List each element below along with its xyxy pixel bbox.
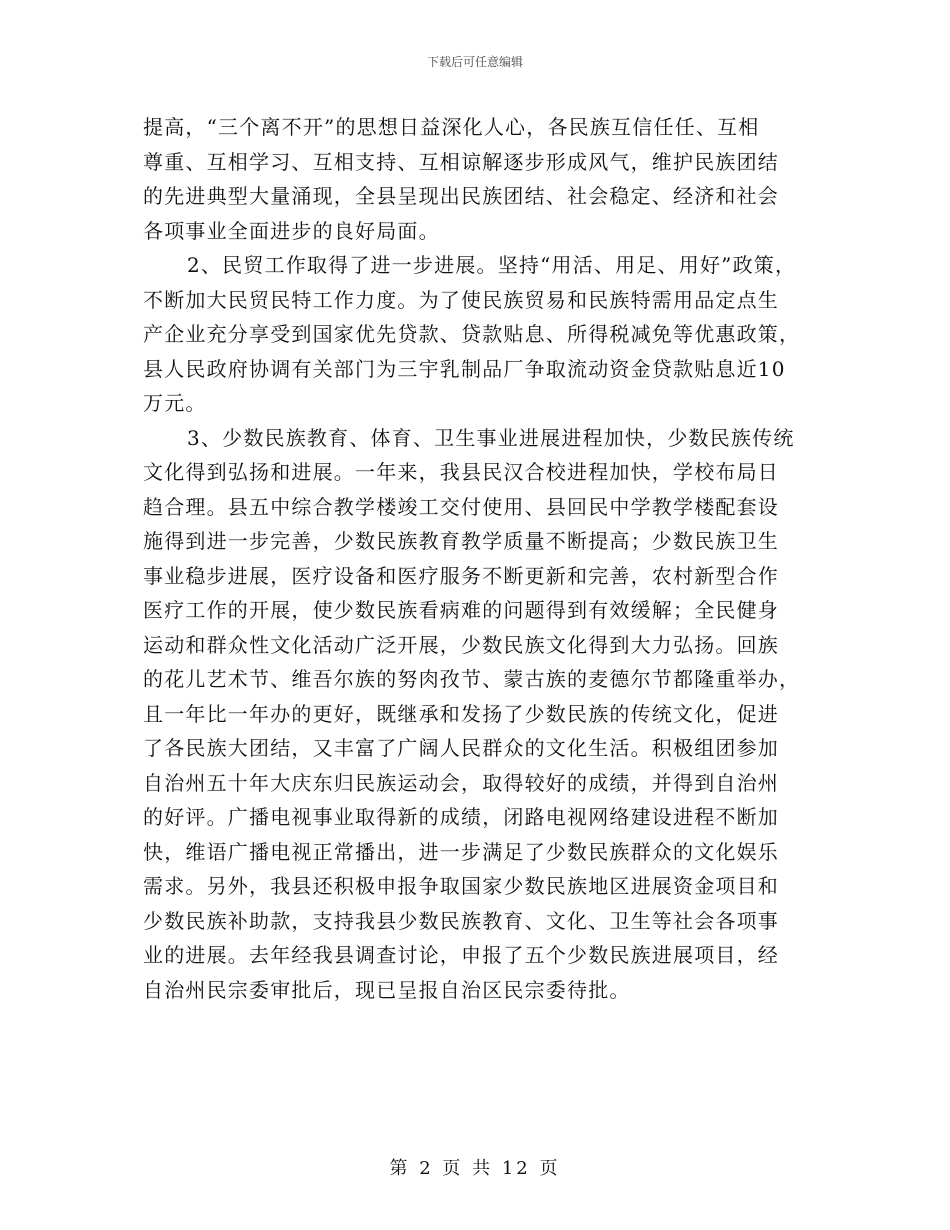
page-number: 第 2 页 共 12 页 bbox=[389, 1158, 561, 1179]
text-line: 施得到进一步完善，少数民族教育教学质量不断提高；少数民族卫生 bbox=[143, 529, 779, 553]
text-line: 医疗工作的开展，使少数民族看病难的问题得到有效缓解；全民健身 bbox=[143, 598, 779, 622]
text-line: 自治州民宗委审批后，现已呈报自治区民宗委待批。 bbox=[143, 977, 631, 1002]
text-line: 少数民族补助款，支持我县少数民族教育、文化、卫生等社会各项事 bbox=[143, 908, 779, 933]
text-line: 趋合理。县五中综合教学楼竣工交付使用、县回民中学教学楼配套设 bbox=[143, 494, 779, 519]
text-line: 且一年比一年办的更好，既继承和发扬了少数民族的传统文化，促进 bbox=[143, 701, 779, 726]
text-line: 了各民族大团结，又丰富了广阔人民群众的文化生活。积极组团参加 bbox=[143, 736, 779, 760]
text-line: 县人民政府协调有关部门为三宇乳制品厂争取流动资金贷款贴息近10 bbox=[143, 356, 786, 381]
text-line: 自治州五十年大庆东归民族运动会，取得较好的成绩，并得到自治州 bbox=[143, 770, 779, 795]
text-line: 快，维语广播电视正常播出，进一步满足了少数民族群众的文化娱乐 bbox=[143, 839, 779, 864]
text-line: 尊重、互相学习、互相支持、互相谅解逐步形成风气，维护民族团结 bbox=[143, 149, 779, 174]
text-line: 3、少数民族教育、体育、卫生事业进展进程加快，少数民族传统 bbox=[187, 425, 795, 450]
text-line: 需求。另外，我县还积极申报争取国家少数民族地区进展资金项目和 bbox=[143, 874, 779, 898]
text-line: 提高，“三个离不开”的思想日益深化人心，各民族互信任任、互相 bbox=[143, 115, 760, 139]
text-line: 的好评。广播电视事业取得新的成绩，闭路电视网络建设进程不断加 bbox=[143, 805, 779, 829]
text-line: 文化得到弘扬和进展。一年来，我县民汉合校进程加快，学校布局日 bbox=[143, 460, 779, 484]
text-line: 业的进展。去年经我县调查讨论，申报了五个少数民族进展项目，经 bbox=[143, 943, 779, 967]
text-line: 2、民贸工作取得了进一步进展。坚持“用活、用足、用好”政策， bbox=[187, 253, 797, 277]
text-line: 运动和群众性文化活动广泛开展，少数民族文化得到大力弘扬。回族 bbox=[143, 632, 779, 657]
text-line: 产企业充分享受到国家优先贷款、贷款贴息、所得税减免等优惠政策， bbox=[143, 322, 801, 346]
text-line: 的先进典型大量涌现，全县呈现出民族团结、社会稳定、经济和社会 bbox=[143, 184, 779, 208]
page-header: 下载后可任意编辑 bbox=[426, 55, 523, 69]
text-line: 各项事业全面进步的良好局面。 bbox=[143, 218, 440, 243]
text-line: 万元。 bbox=[143, 391, 207, 415]
document-body bbox=[143, 110, 811, 1007]
text-line: 不断加大民贸民特工作力度。为了使民族贸易和民族特需用品定点生 bbox=[143, 287, 779, 312]
text-line: 事业稳步进展，医疗设备和医疗服务不断更新和完善，农村新型合作 bbox=[143, 563, 779, 588]
text-line: 的花儿艺术节、维吾尔族的努肉孜节、蒙古族的麦德尔节都隆重举办， bbox=[143, 667, 801, 691]
